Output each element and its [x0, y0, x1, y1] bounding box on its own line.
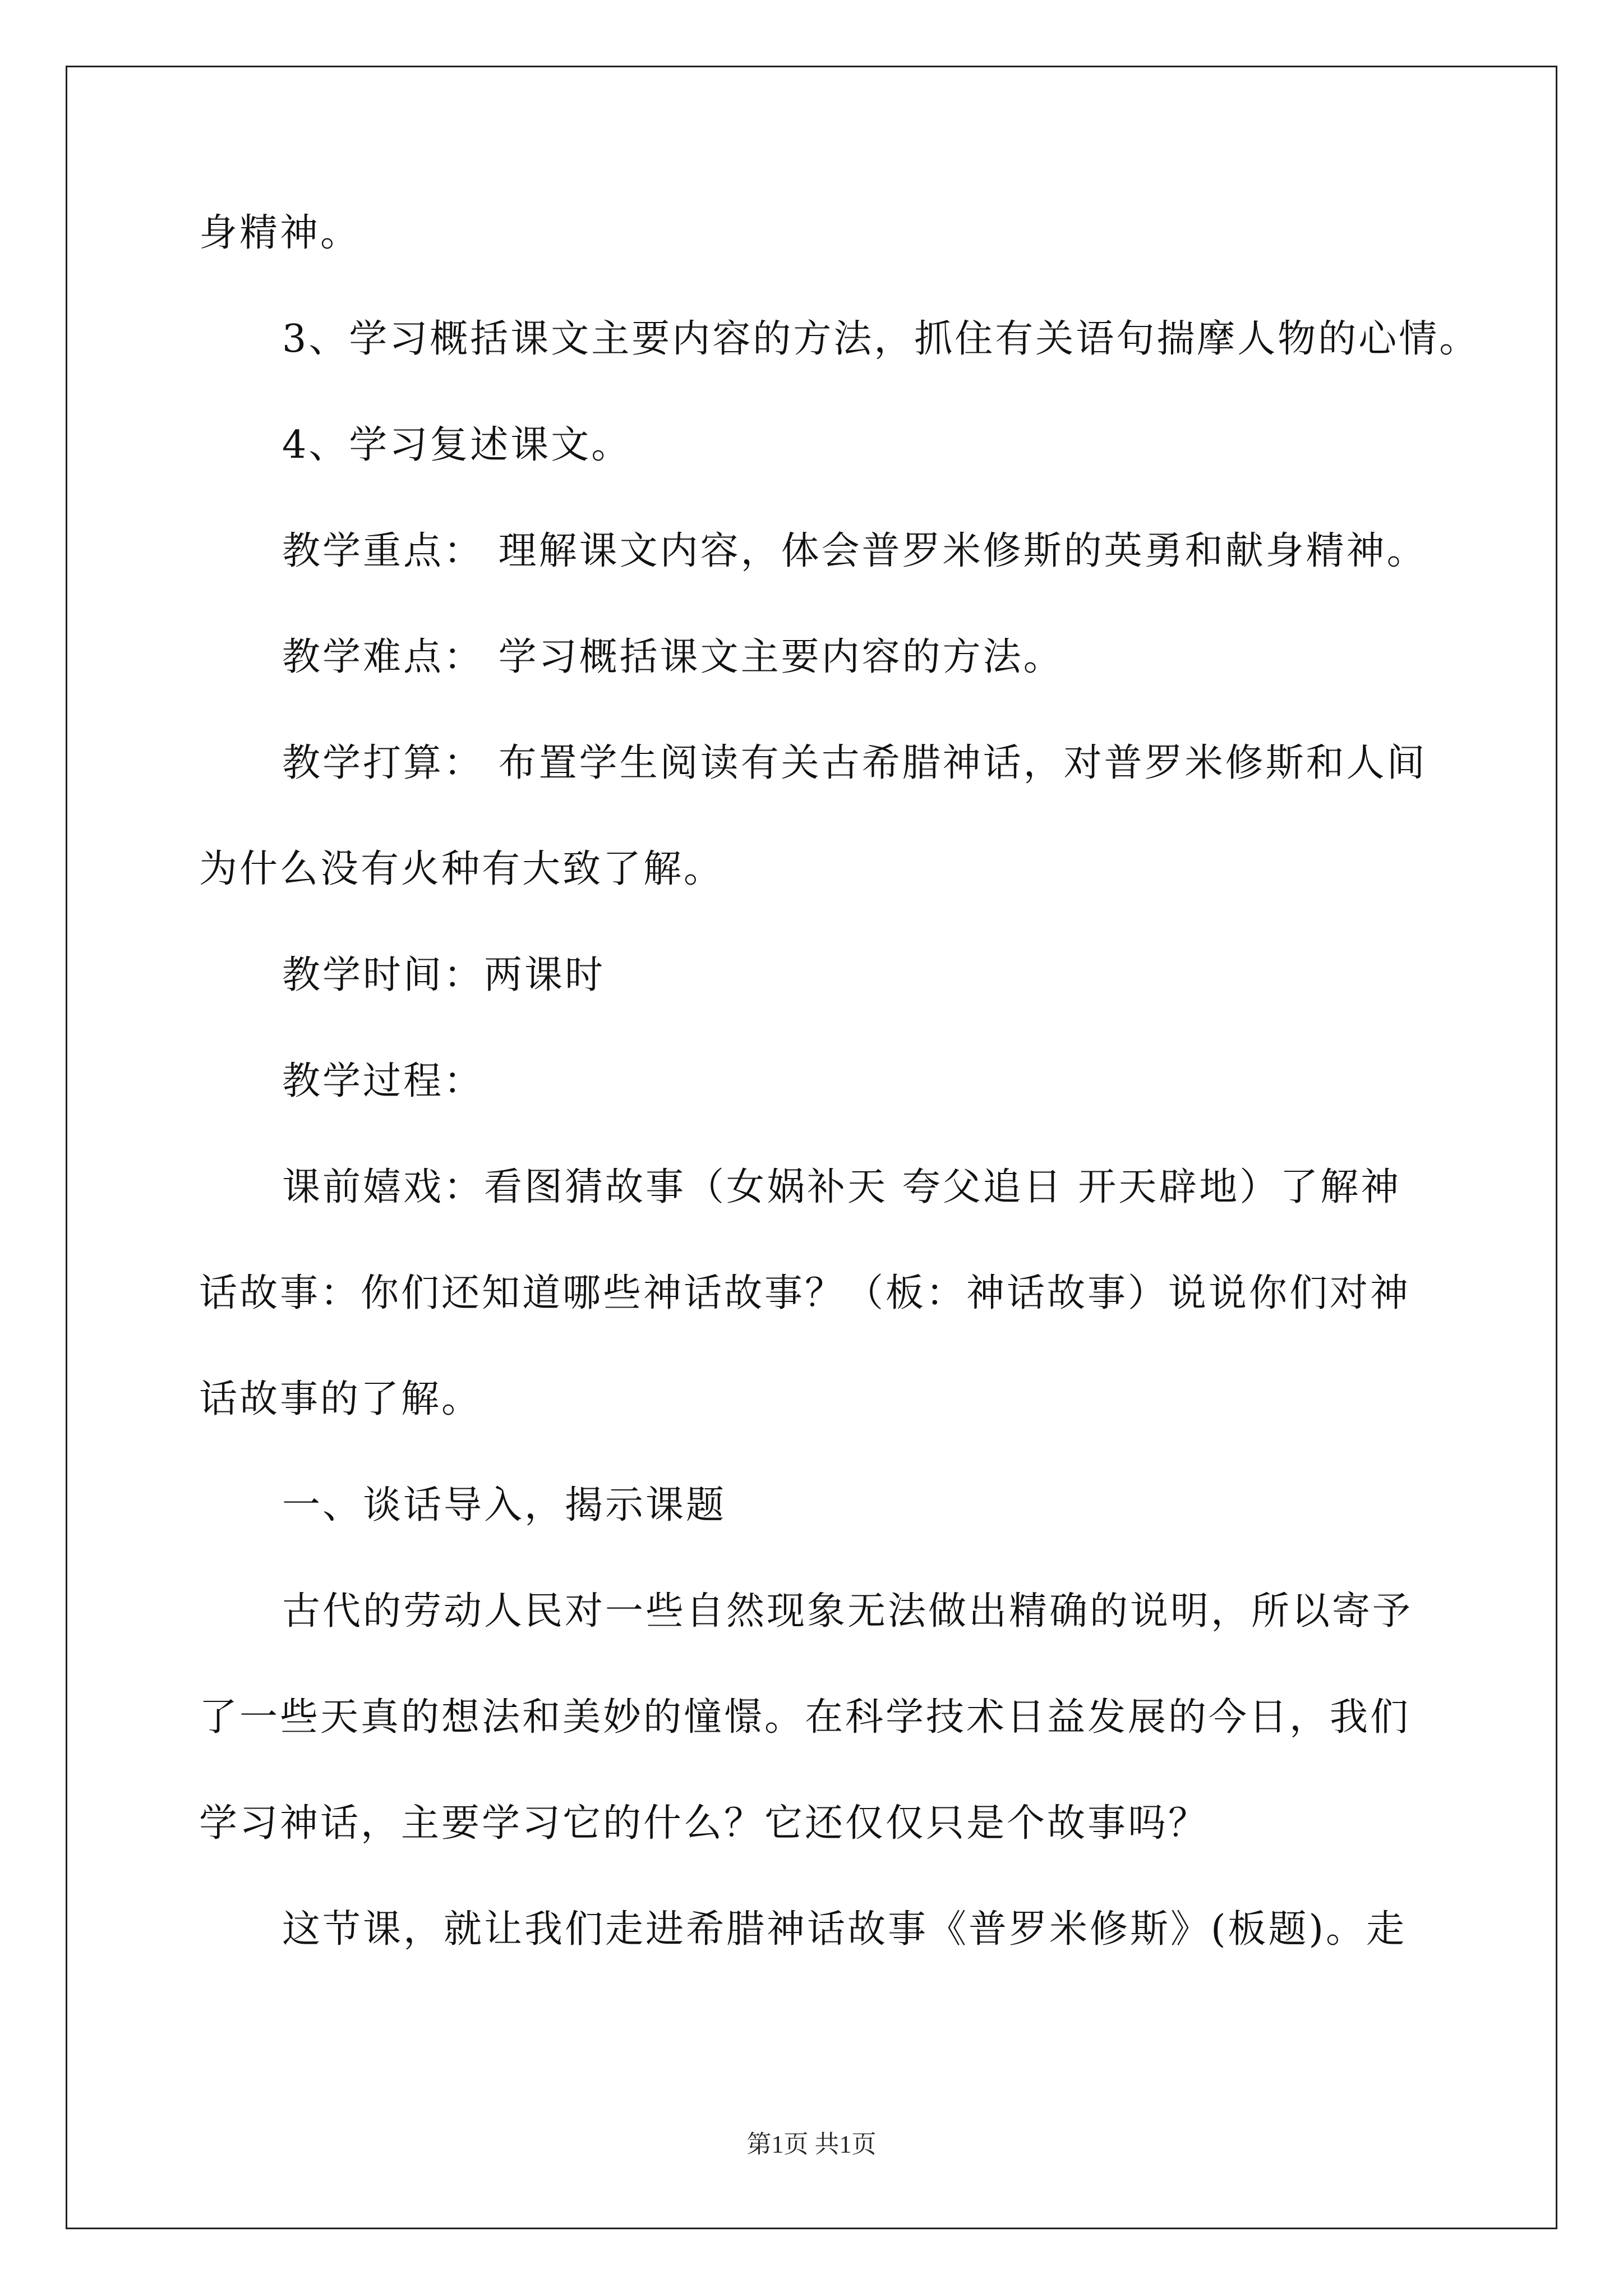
text-line: 教学过程： — [282, 1059, 485, 1103]
text-line: 学习神话，主要学习它的什么？它还仅仅只是个故事吗？ — [199, 1801, 1209, 1846]
text-line: 为什么没有火种有大致了解。 — [199, 847, 725, 891]
text-line: 话故事的了解。 — [199, 1377, 482, 1421]
text-line: 古代的劳动人民对一些自然现象无法做出精确的说明，所以寄予 — [282, 1589, 1413, 1634]
page-footer: 第1页 共1页 — [746, 2131, 877, 2158]
text-line: 教学时间：两课时 — [282, 953, 606, 997]
text-line: 3、学习概括课文主要内容的方法，抓住有关语句揣摩人物的心情。 — [282, 317, 1480, 361]
text-line: 话故事：你们还知道哪些神话故事？（板：神话故事）说说你们对神 — [199, 1271, 1411, 1315]
text-line: 了一些天真的想法和美妙的憧憬。在科学技术日益发展的今日，我们 — [199, 1695, 1411, 1740]
text-line: 教学打算： 布置学生阅读有关古希腊神话，对普罗米修斯和人间 — [282, 741, 1427, 785]
text-line: 身精神。 — [199, 211, 361, 255]
text-line: 教学重点： 理解课文内容，体会普罗米修斯的英勇和献身精神。 — [282, 529, 1427, 573]
text-line: 课前嬉戏：看图猜故事（女娲补天 夸父追日 开天辟地）了解神 — [282, 1165, 1401, 1209]
page-border — [66, 66, 1557, 2229]
text-line: 4、学习复述课文。 — [282, 423, 632, 467]
text-line: 一、谈话导入，揭示课题 — [282, 1483, 727, 1527]
text-line: 这节课，就让我们走进希腊神话故事《普罗米修斯》(板题)。走 — [282, 1907, 1407, 1952]
text-line: 教学难点： 学习概括课文主要内容的方法。 — [282, 635, 1064, 679]
